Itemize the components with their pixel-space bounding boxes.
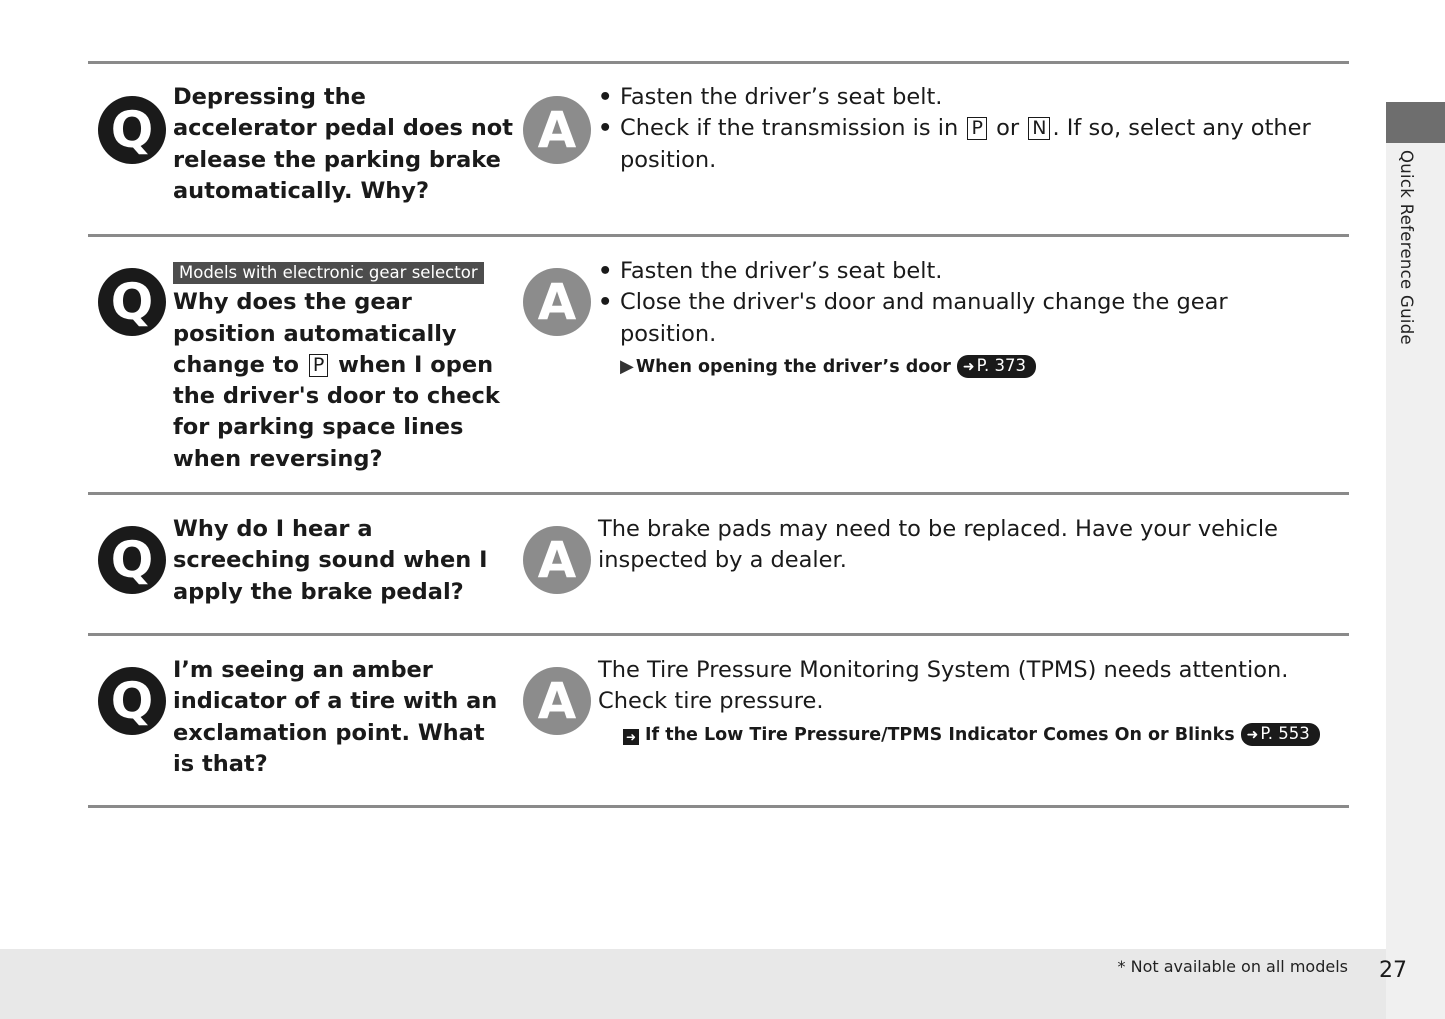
cross-reference[interactable]: ➜ If the Low Tire Pressure/TPMS Indicator Comes On or Blinks ➜ P. 553 (598, 722, 1328, 748)
answer-bullet: • Fasten the driver’s seat belt. (598, 258, 943, 284)
divider (88, 234, 1349, 237)
answer-bullet: • Check if the transmission is in P or N . If so, select any other position. (598, 115, 1311, 173)
page-reference-link[interactable]: ➜ P. 373 (957, 355, 1036, 378)
question-icon: Q (98, 526, 166, 594)
footnote: * Not available on all models (1117, 957, 1348, 976)
triangle-right-icon: ▶ (620, 355, 634, 377)
question-text: Models with electronic gear selector Why does the gear position automatically change to P when I open the driver's door to check for parking space lines when reversing? (173, 263, 500, 472)
answer-bullet: • Close the driver's door and manually change the gear position. (598, 289, 1228, 347)
answer-bullet: • Fasten the driver’s seat belt. (598, 84, 943, 110)
answer-icon: A (523, 268, 591, 336)
reference-icon: ➜ (623, 729, 639, 745)
cross-reference[interactable]: ▶ When opening the driver’s door ➜ P. 373 (598, 354, 1328, 380)
question-text: Depressing the accelerator pedal does not release the parking brake automatically. Why? (173, 84, 513, 204)
answer-icon: A (523, 667, 591, 735)
question-icon: Q (98, 268, 166, 336)
model-tag: Models with electronic gear selector (173, 262, 484, 284)
answer-icon: A (523, 96, 591, 164)
answer-text (598, 655, 1328, 748)
answer-text (598, 256, 1328, 380)
arrow-right-icon: ➜ (1246, 726, 1259, 743)
gear-n-symbol: N (1028, 117, 1050, 140)
divider (88, 492, 1349, 495)
question-text: Why do I hear a screeching sound when I apply the brake pedal? (173, 516, 488, 605)
page-number: 27 (1379, 958, 1407, 983)
gear-p-symbol: P (967, 117, 986, 140)
arrow-right-icon: ➜ (962, 358, 975, 375)
divider (88, 633, 1349, 636)
answer-text: The brake pads may need to be replaced. Have your vehicle inspected by a dealer. (598, 516, 1278, 574)
divider (88, 805, 1349, 808)
section-tab-marker (1386, 102, 1445, 143)
question-icon: Q (98, 96, 166, 164)
gear-p-symbol: P (309, 354, 328, 377)
section-label: Quick Reference Guide (1397, 150, 1416, 345)
divider (88, 61, 1349, 64)
question-text: I’m seeing an amber indicator of a tire with an exclamation point. What is that? (173, 657, 498, 777)
question-icon: Q (98, 667, 166, 735)
page-reference-link[interactable]: ➜ P. 553 (1241, 723, 1320, 746)
answer-paragraph: The Tire Pressure Monitoring System (TPMS) needs attention. Check tire pressure. (598, 657, 1289, 715)
answer-text (598, 82, 1328, 176)
answer-icon: A (523, 526, 591, 594)
